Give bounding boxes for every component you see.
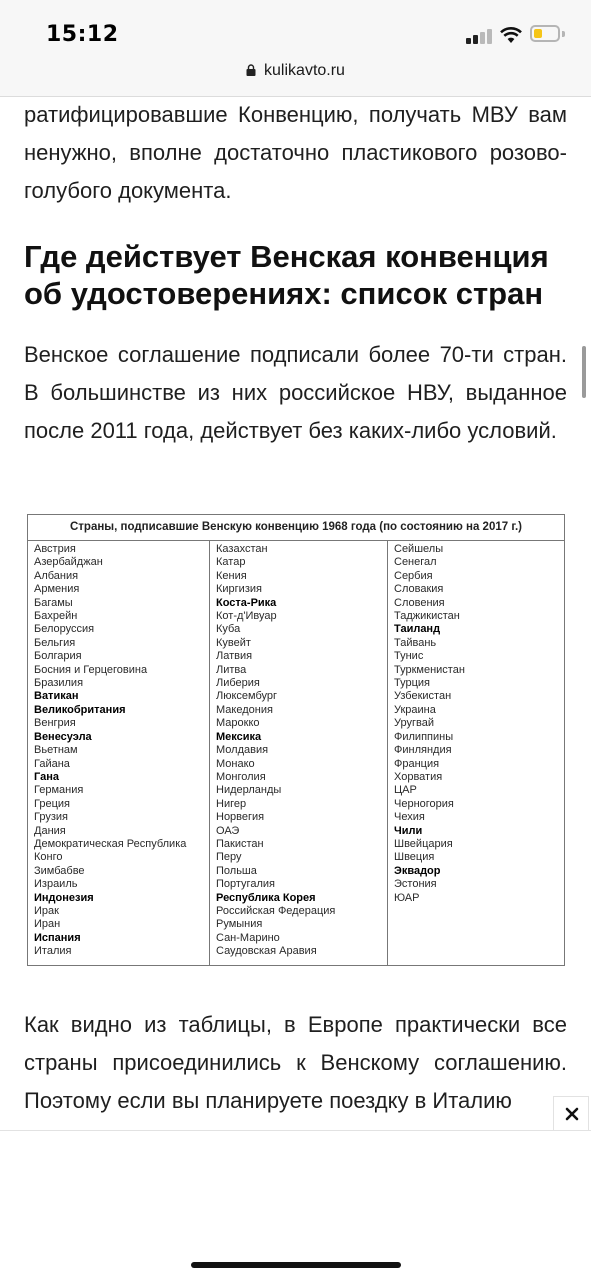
table-cell: ЦАР (394, 784, 417, 797)
table-cell: Мексика (216, 730, 262, 743)
table-cell: Румыния (216, 918, 263, 931)
table-cell: Франция (394, 757, 440, 770)
table-cell: Бельгия (34, 636, 76, 649)
table-cell: Российская Федерация (216, 904, 336, 917)
table-cell: Филиппины (394, 730, 454, 743)
table-cell: Черногория (394, 797, 454, 810)
table-cell: Швеция (394, 851, 435, 864)
table-cell: Кот-д'Ивуар (216, 610, 277, 623)
status-bar (0, 0, 591, 97)
table-cell: Ирак (34, 904, 59, 917)
lock-icon (246, 64, 256, 76)
table-cell: Великобритания (34, 703, 126, 716)
table-cell: Люксембург (216, 690, 278, 703)
table-cell: Азербайджан (34, 556, 103, 569)
table-cell: Перу (216, 851, 242, 864)
table-title: Страны, подписавшие Венскую конвенцию 1968 года (по состоянию на 2017 г.) (28, 515, 564, 541)
table-cell: Киргизия (216, 583, 262, 596)
table-cell: Кувейт (216, 636, 251, 649)
table-cell: Индонезия (34, 891, 94, 904)
table-cell: Эквадор (394, 864, 441, 877)
bottom-overlay (0, 1130, 591, 1281)
table-cell: Италия (34, 945, 72, 958)
table-cell: Эстония (394, 878, 437, 891)
table-cell: Пакистан (216, 837, 264, 850)
address-bar[interactable] (0, 62, 591, 80)
follow-up-paragraph: Как видно из таблицы, в Европе практически все страны присоединились к Венскому соглашению. Поэтому если вы планируете поездку в Италию (24, 1012, 567, 1113)
table-cell: Португалия (216, 878, 275, 891)
table-cell: Ватикан (34, 690, 79, 703)
table-cell: Латвия (216, 650, 253, 663)
table-cell: Австрия (34, 543, 76, 555)
table-cell: Армения (34, 583, 80, 596)
table-cell: Венгрия (34, 717, 76, 730)
table-cell: Турция (394, 677, 430, 690)
table-cell: Зимбабве (34, 864, 85, 877)
table-cell: Сейшелы (394, 543, 444, 555)
table-column-3 (388, 541, 562, 965)
table-cell: Албания (34, 569, 79, 582)
table-cell: Польша (216, 864, 257, 877)
table-cell: Испания (34, 931, 81, 944)
table-cell: Гайана (34, 757, 70, 770)
table-cell: Сенегал (394, 556, 437, 569)
table-cell: Литва (216, 663, 247, 676)
table-cell: Босния и Герцеговина (34, 663, 148, 676)
countries-table (27, 514, 565, 966)
table-cell: Норвегия (216, 811, 265, 824)
table-cell: Нидерланды (216, 784, 282, 797)
table-cell: ОАЭ (216, 824, 240, 837)
table-cell: Бразилия (34, 677, 84, 690)
table-cell: Монголия (216, 770, 266, 783)
table-cell: Уругвай (394, 717, 434, 730)
table-cell: Сан-Марино (216, 931, 280, 944)
table-cell: Израиль (34, 878, 78, 891)
table-cell: Словения (394, 596, 445, 609)
table-cell: Либерия (216, 677, 260, 690)
table-cell: Болгария (34, 650, 82, 663)
table-cell: Сербия (394, 569, 433, 582)
table-cell: Марокко (216, 717, 260, 730)
table-cell: Вьетнам (34, 744, 78, 757)
table-cell: Молдавия (216, 744, 269, 757)
table-column-1 (28, 541, 210, 965)
table-cell: Украина (394, 703, 436, 716)
intro-paragraph: ратифицировавшие Конвенцию, получать МВУ вам ненужно, вполне достаточно пластикового розово-голубого документа. (24, 102, 567, 203)
signal-icon (466, 28, 492, 44)
table-cell: Белоруссия (34, 623, 95, 636)
table-cell: Монако (216, 757, 255, 770)
url-text: kulikavto.ru (264, 62, 345, 79)
table-cell: Кения (216, 569, 247, 582)
table-cell: Словакия (394, 583, 444, 596)
table-cell: Тайвань (394, 636, 437, 649)
table-cell: Иран (34, 918, 61, 931)
table-cell: Багамы (34, 596, 73, 609)
table-cell: Узбекистан (394, 690, 452, 703)
table-cell: Грузия (34, 811, 68, 824)
countries-table-image (27, 514, 563, 966)
table-cell: Таджикистан (394, 610, 460, 623)
table-cell: Конго (34, 851, 63, 864)
table-column-2 (210, 541, 388, 965)
table-cell: Финляндия (394, 744, 452, 757)
body-paragraph: Венское соглашение подписали более 70-ти стран. В большинстве из них российское НВУ, выданное после 2011 года, действует без каких-либо условий. (24, 342, 567, 443)
close-button[interactable] (553, 1096, 589, 1130)
table-cell: Македония (216, 703, 273, 716)
table-cell: Коста-Рика (216, 596, 277, 609)
table-cell: Катар (216, 556, 246, 569)
table-cell: Куба (216, 623, 241, 636)
table-cell: Тунис (394, 650, 424, 663)
table-cell: Греция (34, 797, 70, 810)
table-cell: Хорватия (394, 770, 443, 783)
table-cell: Чили (394, 824, 423, 837)
table-cell: Саудовская Аравия (216, 945, 317, 958)
home-indicator[interactable] (191, 1262, 401, 1268)
table-cell: Швейцария (394, 837, 453, 850)
table-cell: Республика Корея (216, 891, 316, 904)
table-cell: ЮАР (394, 891, 420, 904)
table-cell: Таиланд (394, 623, 441, 636)
table-cell: Бахрейн (34, 610, 78, 623)
table-cell: Демократическая Республика (34, 837, 187, 850)
table-cell: Дания (34, 824, 66, 837)
table-cell: Казахстан (216, 543, 268, 555)
battery-icon (530, 25, 560, 42)
table-cell: Германия (34, 784, 84, 797)
table-columns (28, 541, 564, 965)
scroll-indicator[interactable] (582, 346, 586, 398)
wifi-icon (500, 26, 522, 44)
table-cell: Туркменистан (394, 663, 465, 676)
status-time: 15:12 (46, 22, 119, 47)
table-cell: Чехия (394, 811, 425, 824)
section-heading: Где действует Венская конвенция об удостоверениях: список стран (24, 239, 549, 311)
table-cell: Гана (34, 770, 59, 783)
close-icon (565, 1107, 579, 1121)
table-cell: Венесуэла (34, 730, 92, 743)
table-cell: Нигер (216, 797, 247, 810)
